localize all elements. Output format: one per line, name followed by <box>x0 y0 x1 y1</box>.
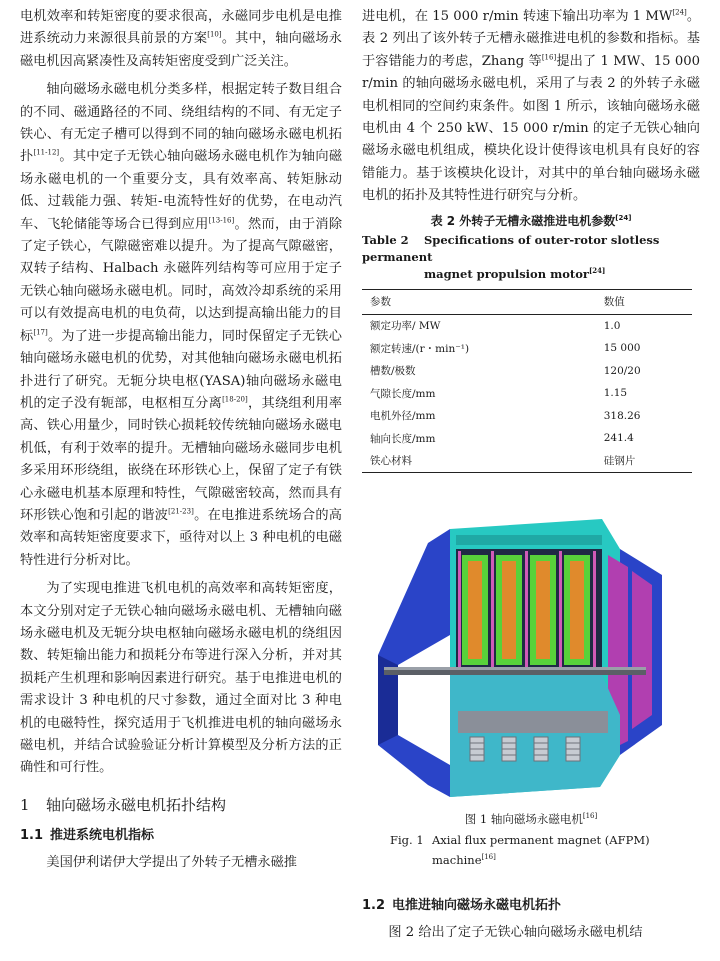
section-heading-1-1: 1.1 推进系统电机指标 <box>20 827 155 843</box>
citation[interactable]: [24] <box>672 8 687 17</box>
citation[interactable]: [18-20] <box>222 395 248 404</box>
header-param: 参数 <box>370 296 391 309</box>
citation[interactable]: [16] <box>541 53 557 62</box>
citation[interactable]: [11-12] <box>33 149 60 158</box>
paragraph: 图 2 给出了定子无铁心轴向磁场永磁电机结 <box>388 925 643 940</box>
table-row: 电机外径/mm 318.26 <box>370 409 641 423</box>
figure-caption-cn: 图 1 轴向磁场永磁电机[16] <box>464 812 598 826</box>
section-heading-1-2: 1.2 电推进轴向磁场永磁电机拓扑 <box>362 898 562 913</box>
end-plate-right-2 <box>632 571 652 729</box>
right-bottom <box>362 886 700 944</box>
table-row: 轴向长度/mm 241.4 <box>370 432 634 445</box>
paragraph: 为了实现电推进飞机电机的高效率和高转矩密度，本文分别对定子无铁心轴向磁场永磁电机、无槽轴向磁场永磁电机及无轭分块电枢轴向磁场永磁电机的绕组因数、转矩输出能力和损耗分布等进行深入分析，并对其损耗产生机理和影响因素进行研究。基于电推进电机的需求设计 3 种电机的尺寸参数，通过全面对比 3 种电机的电磁特性，探究适用于飞机推进电机的轴向磁场永磁电机，并结合试验验证分析计算模型及分析方法的正确性和可行性。 <box>20 581 342 776</box>
citation[interactable]: [10] <box>207 31 222 40</box>
paragraph: 进电机，在 15 000 r/min 转速下输出功率为 1 MW[24]。表 2 列出了该外转子无槽永磁推进电机的参数和指标。基于容错能力的考虑，Zhang 等[16]提出了 1 MW、15 000 r/min 的轴向磁场永磁电机，采用了与表 2 的外转子永磁电机相同的空间约束条件。如图 1 所示，该轴向磁场永磁电机由 4 个 250 kW、15 000 r/min 的定子无铁心轴向磁场永磁电机组成，模块化设计使得该电机具有良好的容错能力。基于该模块化设计，对其中的单台轴向磁场永磁电机的拓扑及其特性进行研究与分析。 <box>362 8 701 204</box>
afpm-machine-figure <box>370 515 670 807</box>
paragraph: 轴向磁场永磁电机分类多样，根据定转子数目组合的不同、磁通路径的不同、绕组结构的不同、有无定子铁心、有无定子槽可以得到不同的轴向磁场永磁电机拓扑[11-12]。其中定子无铁心轴向磁场永磁电机作为轴向磁场永磁电机的一个重要分支，具有效率高、转矩脉动低、过载能力强、转矩-电流特性好的优势，在电动汽车、飞轮储能等场合已得到应用[13-16]。然而，由于消除了定子铁心，气隙磁密难以提升。为了提高气隙磁密，双转子结构、Halbach 永磁阵列结构等可应用于定子无铁心轴向磁场永磁电机。同时，高效冷却系统的采用可以有效提高电机的电负荷，以达到提高输出能力的目标[17]。为了进一步提高输出能力，同时保留定子无铁心轴向磁场永磁电机的优势，对其他轴向磁场永磁电机拓扑进行了研究。无轭分块电枢(YASA)轴向磁场永磁电机的定子没有轭部，电枢相互分离[18-20]，其绕组利用率高、铁心用量少，同时铁心损耗较传统轴向磁场永磁电机低，有利于效率的提升。无槽轴向磁场永磁同步电机多采用环形绕组，嵌绕在环形铁心上，保留了定子有铁心永磁电机基本原理和特性，气隙磁密较高，然而具有环形铁心饱和引起的谐波[21-23]。在电推进系统场合的高效率和高转矩密度要求下，亟待对以上 3 种电机的电磁特性进行分析对比。 <box>20 82 343 568</box>
table-row: 槽数/极数 120/20 <box>370 364 641 378</box>
paragraph: 电机效率和转矩密度的要求很高，永磁同步电机是电推进系统动力来源很具前景的方案[10]。其中，轴向磁场永磁电机因高紧凑性及高转矩密度受到广泛关注。 <box>20 9 342 69</box>
citation[interactable]: [17] <box>33 328 48 337</box>
table-caption-en: Table 2 Specifications of outer-rotor slotless permanent magnet propulsion motor[24] <box>362 232 660 281</box>
section-heading-1: 1 轴向磁场永磁电机拓扑结构 <box>20 795 227 814</box>
left-column <box>20 6 342 874</box>
figure-caption-en: Fig. 1 Axial flux permanent magnet (AFPM) machine[16] <box>390 833 650 867</box>
header-value: 数值 <box>603 296 625 309</box>
table-row: 额定转速/(r・min⁻¹) 15 000 <box>370 342 641 355</box>
citation[interactable]: [13-16] <box>208 216 235 225</box>
table-header-row <box>362 289 692 314</box>
table-row: 气隙长度/mm 1.15 <box>370 387 628 400</box>
spec-table <box>362 289 692 474</box>
table-row: 额定功率/ MW 1.0 <box>370 319 621 333</box>
citation[interactable]: [21-23] <box>168 507 194 516</box>
table-caption-cn: 表 2 外转子无槽永磁推进电机参数[24] <box>430 213 632 228</box>
table-row: 铁心材料 硅钢片 <box>362 450 692 473</box>
paragraph: 美国伊利诺伊大学提出了外转子无槽永磁推 <box>46 854 297 870</box>
right-column <box>362 6 700 473</box>
lower-shelf <box>458 711 608 733</box>
lower-frame <box>450 675 620 797</box>
top-rim <box>456 535 602 545</box>
